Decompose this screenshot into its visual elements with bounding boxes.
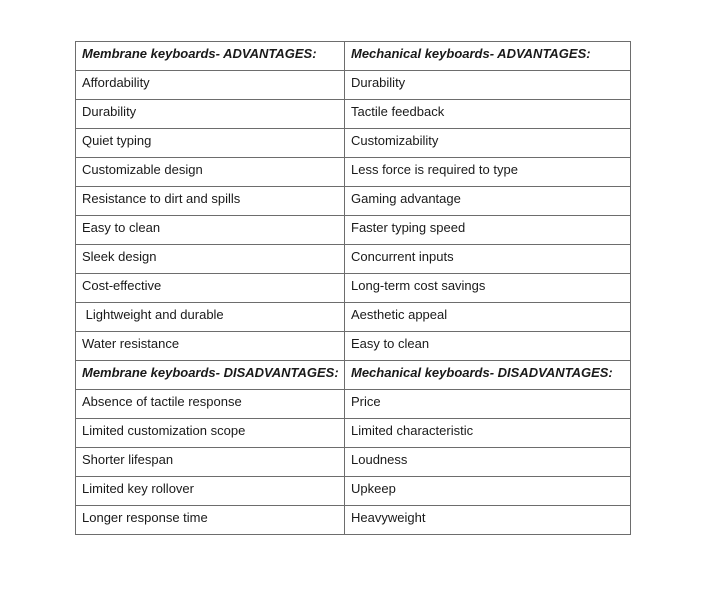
table-row xyxy=(76,303,631,332)
mechanical-advantage-cell: Less force is required to type xyxy=(345,158,631,187)
membrane-advantage-cell: Sleek design xyxy=(76,245,345,274)
table-row xyxy=(76,71,631,100)
membrane-advantage-cell: Lightweight and durable xyxy=(76,303,345,332)
table-row xyxy=(76,419,631,448)
table-row xyxy=(76,158,631,187)
membrane-disadvantage-cell: Shorter lifespan xyxy=(76,448,345,477)
mechanical-disadvantage-cell: Limited characteristic xyxy=(345,419,631,448)
membrane-disadvantage-cell: Absence of tactile response xyxy=(76,390,345,419)
membrane-advantage-cell: Durability xyxy=(76,100,345,129)
membrane-disadvantage-cell: Limited customization scope xyxy=(76,419,345,448)
membrane-advantage-cell: Quiet typing xyxy=(76,129,345,158)
table-row xyxy=(76,187,631,216)
table-row xyxy=(76,100,631,129)
mechanical-disadvantage-cell: Price xyxy=(345,390,631,419)
table-row xyxy=(76,129,631,158)
comparison-table xyxy=(75,41,631,535)
table-row xyxy=(76,332,631,361)
table-row xyxy=(76,390,631,419)
mechanical-advantages-header: Mechanical keyboards- ADVANTAGES: xyxy=(345,42,631,71)
membrane-advantage-cell: Water resistance xyxy=(76,332,345,361)
membrane-advantage-cell: Customizable design xyxy=(76,158,345,187)
membrane-advantages-header: Membrane keyboards- ADVANTAGES: xyxy=(76,42,345,71)
mechanical-disadvantage-cell: Upkeep xyxy=(345,477,631,506)
mechanical-advantage-cell: Long-term cost savings xyxy=(345,274,631,303)
membrane-disadvantage-cell: Limited key rollover xyxy=(76,477,345,506)
mechanical-advantage-cell: Faster typing speed xyxy=(345,216,631,245)
mechanical-disadvantage-cell: Loudness xyxy=(345,448,631,477)
mechanical-advantage-cell: Durability xyxy=(345,71,631,100)
membrane-advantage-cell: Cost-effective xyxy=(76,274,345,303)
membrane-advantage-cell: Easy to clean xyxy=(76,216,345,245)
membrane-disadvantages-header: Membrane keyboards- DISADVANTAGES: xyxy=(76,361,345,390)
mechanical-disadvantage-cell: Heavyweight xyxy=(345,506,631,535)
advantages-header-row xyxy=(76,42,631,71)
table-row xyxy=(76,245,631,274)
table-row xyxy=(76,448,631,477)
membrane-advantage-cell: Resistance to dirt and spills xyxy=(76,187,345,216)
table-row xyxy=(76,274,631,303)
membrane-advantage-cell: Affordability xyxy=(76,71,345,100)
table-row xyxy=(76,216,631,245)
membrane-disadvantage-cell: Longer response time xyxy=(76,506,345,535)
mechanical-advantage-cell: Concurrent inputs xyxy=(345,245,631,274)
mechanical-advantage-cell: Customizability xyxy=(345,129,631,158)
disadvantages-header-row xyxy=(76,361,631,390)
table-row xyxy=(76,506,631,535)
mechanical-advantage-cell: Easy to clean xyxy=(345,332,631,361)
mechanical-disadvantages-header: Mechanical keyboards- DISADVANTAGES: xyxy=(345,361,631,390)
mechanical-advantage-cell: Aesthetic appeal xyxy=(345,303,631,332)
mechanical-advantage-cell: Tactile feedback xyxy=(345,100,631,129)
mechanical-advantage-cell: Gaming advantage xyxy=(345,187,631,216)
table-row xyxy=(76,477,631,506)
